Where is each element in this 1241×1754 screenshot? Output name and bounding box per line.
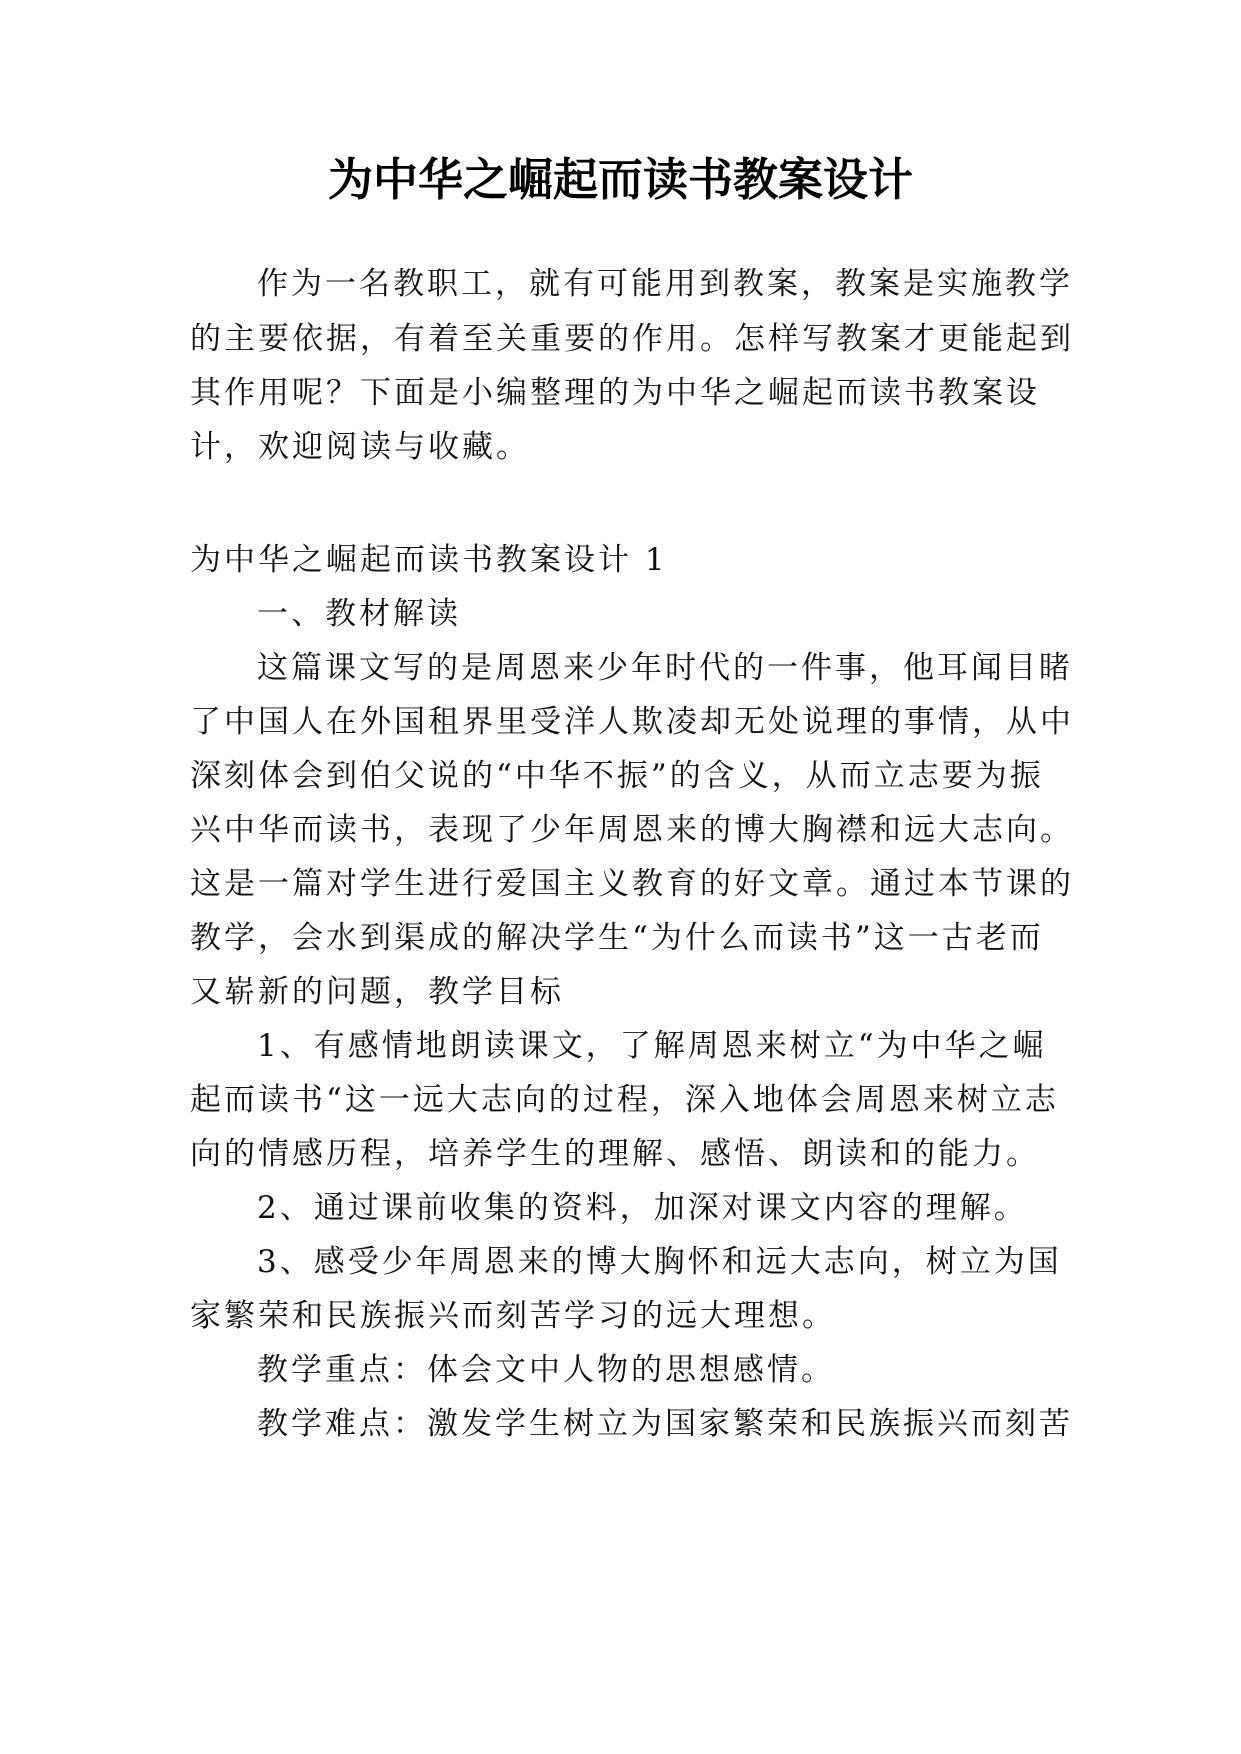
body-line: 这是一篇对学生进行爱国主义教育的好文章。通过本节课的: [190, 866, 1074, 902]
objective-line: 2、通过课前收集的资料，加深对课文内容的理解。: [257, 1190, 1028, 1226]
objective-line: 1、有感情地朗读课文，了解周恩来树立“为中华之崛: [257, 1028, 1047, 1064]
body-line: 教学，会水到渠成的解决学生“为什么而读书”这一古老而: [190, 920, 1044, 956]
body-line: 这篇课文写的是周恩来少年时代的一件事，他耳闻目睹: [257, 650, 1073, 686]
body-line: 了中国人在外国租界里受洋人欺凌却无处说理的事情，从中: [190, 704, 1074, 740]
body-line: 又崭新的问题，教学目标: [190, 974, 564, 1010]
intro-line-4: 计，欢迎阅读与收藏。: [190, 429, 530, 465]
objective-line: 起而读书“这一远大志向的过程，深入地体会周恩来树立志: [190, 1082, 1059, 1118]
body-line: 深刻体会到伯父说的“中华不振”的含义，从而立志要为振: [190, 758, 1044, 794]
intro-line-1: 作为一名教职工，就有可能用到教案，教案是实施教学: [257, 266, 1073, 302]
teaching-focus: 教学重点：体会文中人物的思想感情。: [257, 1352, 835, 1388]
document-title: 为中华之崛起而读书教案设计: [327, 153, 913, 206]
body-line: 兴中华而读书，表现了少年周恩来的博大胸襟和远大志向。: [190, 812, 1074, 848]
section-heading: 为中华之崛起而读书教案设计 1: [190, 542, 668, 578]
objective-line: 家繁荣和民族振兴而刻苦学习的远大理想。: [190, 1298, 836, 1334]
subsection-heading: 一、教材解读: [257, 596, 461, 632]
objective-line: 向的情感历程，培养学生的理解、感悟、朗读和的能力。: [190, 1136, 1040, 1172]
teaching-difficulty: 教学难点：激发学生树立为国家繁荣和民族振兴而刻苦: [257, 1406, 1073, 1442]
objective-line: 3、感受少年周恩来的博大胸怀和远大志向，树立为国: [257, 1244, 1062, 1280]
intro-line-2: 的主要依据，有着至关重要的作用。怎样写教案才更能起到: [190, 321, 1074, 357]
intro-line-3: 其作用呢？下面是小编整理的为中华之崛起而读书教案设: [190, 375, 1040, 411]
